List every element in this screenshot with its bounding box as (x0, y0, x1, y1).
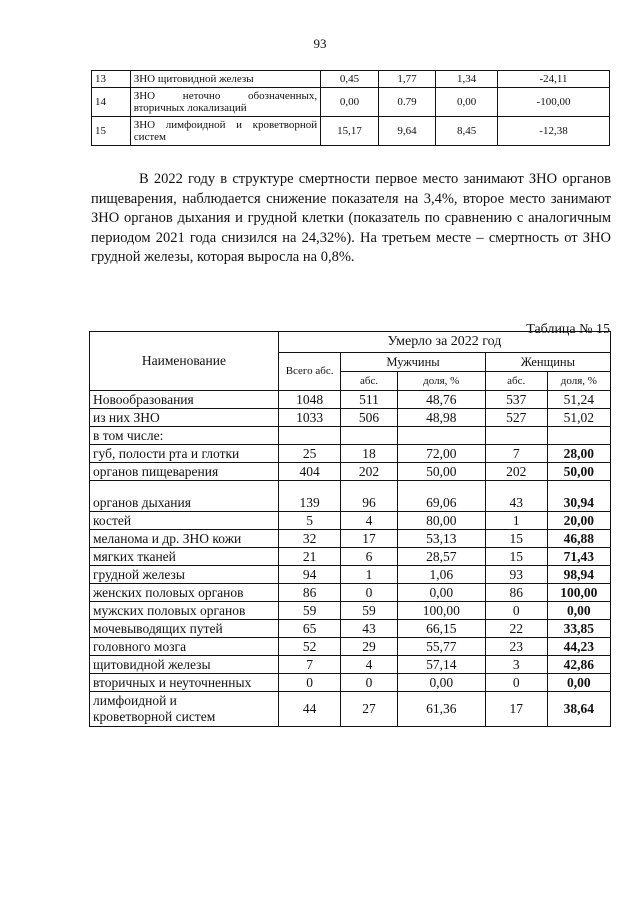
value-cell: 17 (341, 530, 397, 548)
row-name: щитовидной железы (90, 656, 279, 674)
table-row (92, 117, 610, 146)
table-row (90, 427, 611, 445)
table-row (90, 566, 611, 584)
row-name: в том числе: (90, 427, 279, 445)
value-cell (397, 427, 485, 445)
body-paragraph: В 2022 году в структуре смертности первое место занимают ЗНО органов пищеварения, наблюдается снижение показателя на 3,4%, второе место занимают ЗНО органов дыхания и грудной клетки (показатель по сравнению с аналогичным периодом 2021 года снизился на 24,32%). На третьем месте – смертность от ЗНО грудной железы, которая выросла на 0,8%. (91, 171, 611, 265)
table-row (92, 71, 610, 88)
value-cell: -12,38 (498, 117, 610, 146)
value-cell: 51,02 (547, 409, 610, 427)
value-cell: 20,00 (547, 512, 610, 530)
row-name: мочевыводящих путей (90, 620, 279, 638)
value-cell: 139 (278, 481, 340, 512)
value-cell: 0,00 (397, 584, 485, 602)
value-cell: 29 (341, 638, 397, 656)
value-cell: 4 (341, 512, 397, 530)
value-cell: 537 (485, 391, 547, 409)
value-cell: 0,00 (436, 88, 498, 117)
value-cell: 25 (278, 445, 340, 463)
value-cell: 404 (278, 463, 340, 481)
value-cell: 23 (485, 638, 547, 656)
table-row (90, 584, 611, 602)
value-cell: 98,94 (547, 566, 610, 584)
value-cell: 69,06 (397, 481, 485, 512)
value-cell: 1048 (278, 391, 340, 409)
value-cell: 15,17 (321, 117, 379, 146)
value-cell: 30,94 (547, 481, 610, 512)
value-cell: 202 (341, 463, 397, 481)
value-cell: 0 (485, 674, 547, 692)
value-cell: 8,45 (436, 117, 498, 146)
value-cell: 94 (278, 566, 340, 584)
value-cell: 50,00 (397, 463, 485, 481)
row-name: органов дыхания (90, 481, 279, 512)
column-header-total: Всего абс. (278, 353, 340, 391)
value-cell (485, 427, 547, 445)
value-cell: 18 (341, 445, 397, 463)
value-cell: 1,34 (436, 71, 498, 88)
value-cell: 1 (485, 512, 547, 530)
value-cell: 43 (485, 481, 547, 512)
row-name-line: лимфоидной и (93, 693, 177, 708)
row-name: вторичных и неуточненных (90, 674, 279, 692)
value-cell: 96 (341, 481, 397, 512)
table-caption: Таблица № 15 (526, 322, 610, 337)
value-cell: 61,36 (397, 692, 485, 727)
table-row (90, 638, 611, 656)
value-cell: 28,00 (547, 445, 610, 463)
table-row (90, 548, 611, 566)
value-cell: 0 (341, 584, 397, 602)
value-cell: -24,11 (498, 71, 610, 88)
value-cell: 93 (485, 566, 547, 584)
value-cell: 44,23 (547, 638, 610, 656)
value-cell: 15 (485, 530, 547, 548)
value-cell: 0,00 (547, 602, 610, 620)
value-cell: 7 (485, 445, 547, 463)
row-index: 14 (92, 88, 131, 117)
table-row (90, 530, 611, 548)
row-index: 15 (92, 117, 131, 146)
column-header-women-abs: абс. (485, 372, 547, 391)
table-row (90, 481, 611, 512)
row-name: женских половых органов (90, 584, 279, 602)
value-cell: 0 (278, 674, 340, 692)
value-cell: 28,57 (397, 548, 485, 566)
value-cell: 33,85 (547, 620, 610, 638)
table-row (90, 692, 611, 727)
table-row (90, 463, 611, 481)
value-cell: 32 (278, 530, 340, 548)
value-cell: 6 (341, 548, 397, 566)
mortality-table (89, 331, 611, 727)
value-cell: 527 (485, 409, 547, 427)
value-cell: 0 (485, 602, 547, 620)
column-header-name: Наименование (90, 332, 279, 391)
value-cell: 4 (341, 656, 397, 674)
value-cell: 0,45 (321, 71, 379, 88)
value-cell: 0,00 (321, 88, 379, 117)
continued-table (91, 70, 610, 146)
table-row (90, 409, 611, 427)
row-name: ЗНО неточно обозначенных, вторичных локализаций (130, 88, 320, 117)
value-cell: 100,00 (547, 584, 610, 602)
table-row (90, 391, 611, 409)
value-cell: 9,64 (378, 117, 436, 146)
row-name: костей (90, 512, 279, 530)
column-header-women: Женщины (485, 353, 610, 372)
table-row (90, 602, 611, 620)
value-cell: 80,00 (397, 512, 485, 530)
value-cell: 65 (278, 620, 340, 638)
page-number: 93 (313, 36, 327, 51)
value-cell: 3 (485, 656, 547, 674)
row-name: мягких тканей (90, 548, 279, 566)
value-cell: 15 (485, 548, 547, 566)
value-cell: 100,00 (397, 602, 485, 620)
table-row (92, 88, 610, 117)
value-cell: 1033 (278, 409, 340, 427)
value-cell: 48,98 (397, 409, 485, 427)
value-cell: 86 (485, 584, 547, 602)
table-row (90, 656, 611, 674)
value-cell: 1,06 (397, 566, 485, 584)
value-cell: 52 (278, 638, 340, 656)
row-name: головного мозга (90, 638, 279, 656)
row-name: мужских половых органов (90, 602, 279, 620)
value-cell: 59 (341, 602, 397, 620)
table-row (90, 445, 611, 463)
value-cell: 43 (341, 620, 397, 638)
table-row (90, 674, 611, 692)
value-cell: 46,88 (547, 530, 610, 548)
value-cell (278, 427, 340, 445)
value-cell (341, 427, 397, 445)
value-cell: 506 (341, 409, 397, 427)
column-header-men-share: доля, % (397, 372, 485, 391)
value-cell: -100,00 (498, 88, 610, 117)
value-cell: 38,64 (547, 692, 610, 727)
value-cell: 0.79 (378, 88, 436, 117)
row-name-line: кроветворной систем (93, 709, 216, 724)
row-name: ЗНО щитовидной железы (130, 71, 320, 88)
value-cell: 86 (278, 584, 340, 602)
column-header-men: Мужчины (341, 353, 485, 372)
value-cell: 42,86 (547, 656, 610, 674)
value-cell: 53,13 (397, 530, 485, 548)
value-cell: 72,00 (397, 445, 485, 463)
row-name (90, 692, 279, 727)
value-cell: 44 (278, 692, 340, 727)
column-header-men-abs: абс. (341, 372, 397, 391)
column-header-group: Умерло за 2022 год (278, 332, 610, 353)
value-cell: 0,00 (397, 674, 485, 692)
value-cell: 7 (278, 656, 340, 674)
value-cell: 59 (278, 602, 340, 620)
value-cell: 57,14 (397, 656, 485, 674)
value-cell: 66,15 (397, 620, 485, 638)
value-cell: 55,77 (397, 638, 485, 656)
value-cell: 17 (485, 692, 547, 727)
table-row (90, 620, 611, 638)
row-name: органов пищеварения (90, 463, 279, 481)
value-cell: 0 (341, 674, 397, 692)
value-cell: 71,43 (547, 548, 610, 566)
row-index: 13 (92, 71, 131, 88)
value-cell: 27 (341, 692, 397, 727)
row-name: губ, полости рта и глотки (90, 445, 279, 463)
value-cell: 21 (278, 548, 340, 566)
row-name: меланома и др. ЗНО кожи (90, 530, 279, 548)
value-cell: 1,77 (378, 71, 436, 88)
row-name: грудной железы (90, 566, 279, 584)
value-cell (547, 427, 610, 445)
value-cell: 202 (485, 463, 547, 481)
row-name: из них ЗНО (90, 409, 279, 427)
value-cell: 22 (485, 620, 547, 638)
table-row (90, 512, 611, 530)
row-name: Новообразования (90, 391, 279, 409)
column-header-women-share: доля, % (547, 372, 610, 391)
value-cell: 5 (278, 512, 340, 530)
value-cell: 50,00 (547, 463, 610, 481)
value-cell: 51,24 (547, 391, 610, 409)
value-cell: 1 (341, 566, 397, 584)
value-cell: 0,00 (547, 674, 610, 692)
value-cell: 48,76 (397, 391, 485, 409)
value-cell: 511 (341, 391, 397, 409)
row-name: ЗНО лимфоидной и кроветворной систем (130, 117, 320, 146)
